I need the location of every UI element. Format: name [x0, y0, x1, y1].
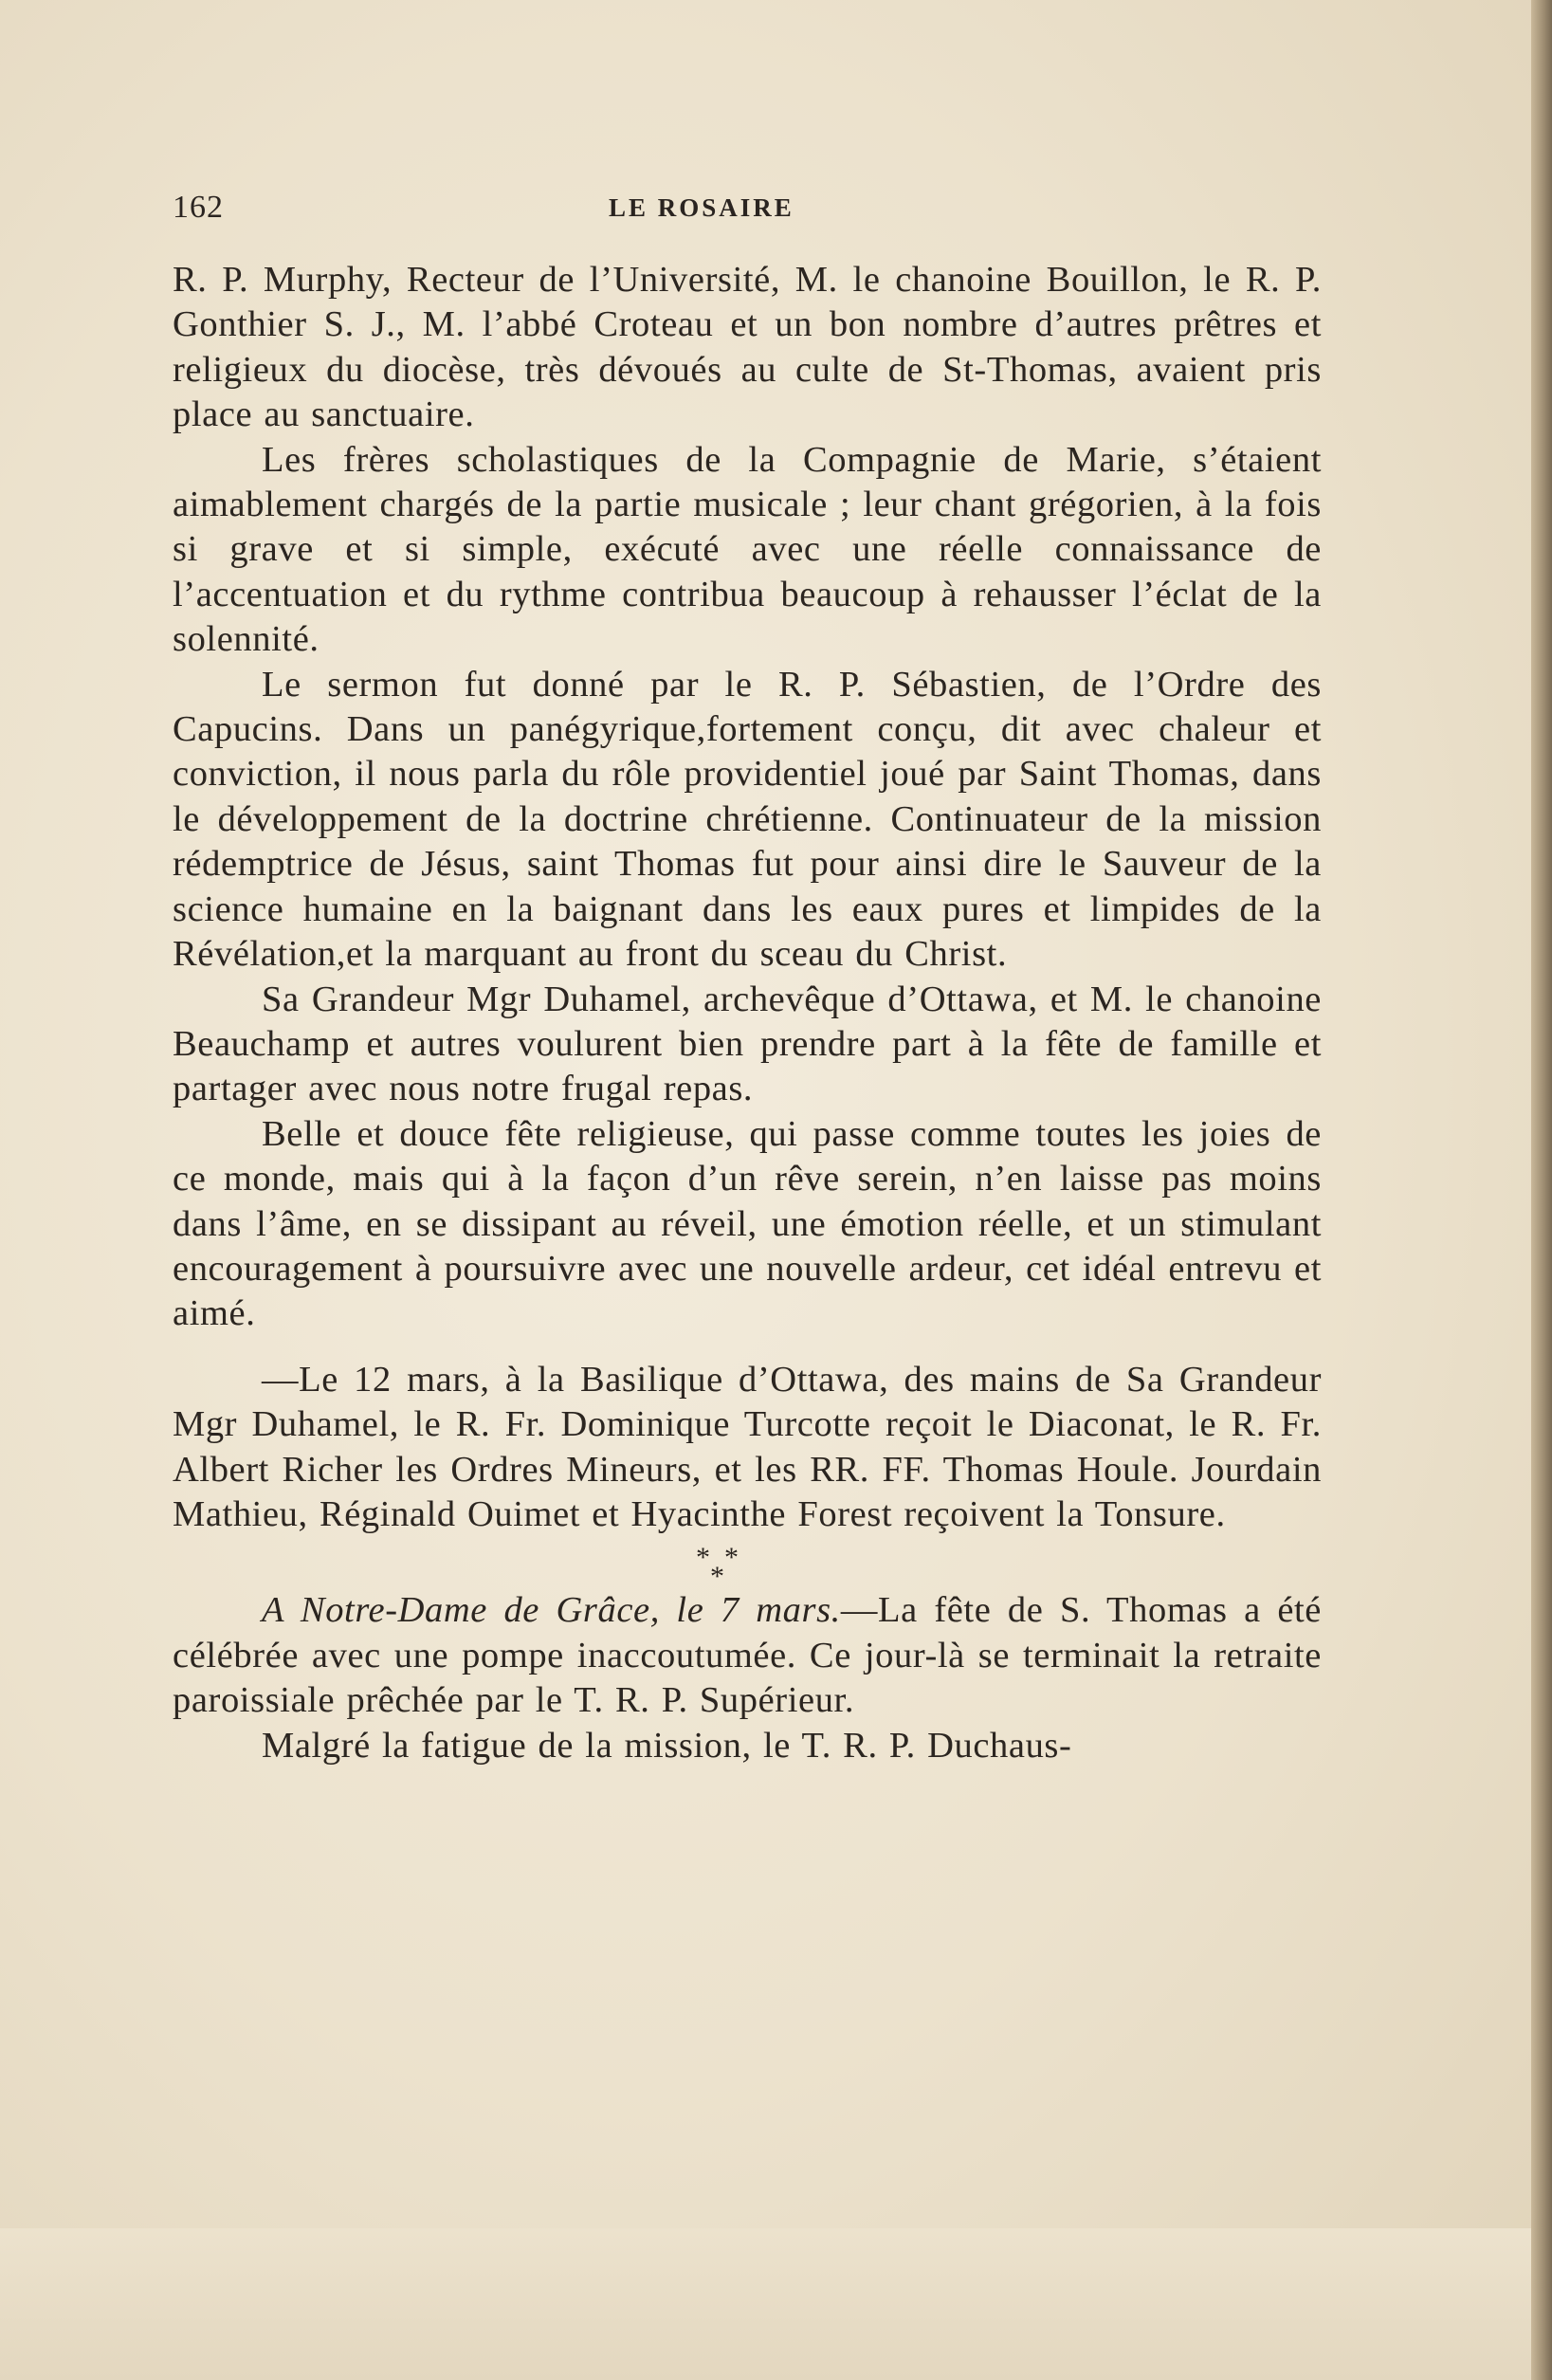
page-number: 162 — [173, 190, 224, 225]
paragraph: Les frères scholastiques de la Compagnie de Marie, s’étaient aimablement chargés de la partie musicale ; leur chant grégorien, à la fois si grave et si simple, exécuté avec une réelle connaissance de l’accentuation et du rythme contribua beaucoup à rehausser l’éclat de la solennité. — [173, 439, 1322, 660]
last-paragraph: Malgré la fatigue de la mission, le T. R. P. Duchaus- — [262, 1725, 1072, 1766]
page-bottom-shading — [0, 2228, 1552, 2380]
paragraph: Sa Grandeur Mgr Duhamel, archevêque d’Ottawa, et M. le chanoine Beauchamp et autres voulurent bien prendre part à la fête de famille et partager avec nous notre frugal repas. — [173, 979, 1322, 1109]
body-text — [173, 258, 1322, 1768]
asterism-star: * — [710, 1561, 725, 1593]
paragraph: R. P. Murphy, Recteur de l’Université, M. le chanoine Bouillon, le R. P. Gonthier S. J., M. l’abbé Croteau et un bon nombre d’autres prêtres et religieux du diocèse, très dévoués au culte de St-Thomas, avaient pris place au sanctuaire. — [173, 260, 1322, 435]
paragraph: —Le 12 mars, à la Basilique d’Ottawa, des mains de Sa Grandeur Mgr Duhamel, le R. Fr. Dominique Turcotte reçoit le Diaconat, le R. Fr. Albert Richer les Ordres Mineurs, et les RR. FF. Thomas Houle. Jourdain Mathieu, Réginald Ouimet et Hyacinthe Forest reçoivent la Tonsure. — [173, 1359, 1322, 1534]
asterism-star: * — [696, 1542, 711, 1574]
notre-dame-body: —La fête de S. Thomas a été célébrée avec une pompe inaccoutumée. Ce jour-là se terminait la retraite paroissiale prêchée par le T. R. P. Supérieur. — [173, 1590, 1322, 1721]
book-spine-edge — [1531, 0, 1552, 2380]
page-header — [173, 190, 1334, 237]
notre-dame-paragraph — [173, 1588, 1322, 1723]
notre-dame-heading: A Notre-Dame de Grâce, le 7 mars. — [262, 1590, 841, 1631]
asterism-star: * — [724, 1542, 739, 1574]
section-break-asterism — [173, 1537, 1322, 1593]
paragraph: Belle et douce fête religieuse, qui passe comme toutes les joies de ce monde, mais qui à la façon d’un rêve serein, n’en laisse pas moins dans l’âme, en se dissipant au réveil, une émotion réelle, et un stimulant encouragement à poursuivre avec une nouvelle ardeur, cet idéal entrevu et aimé. — [173, 1113, 1322, 1334]
running-title: LE ROSAIRE — [609, 193, 794, 222]
paragraph: Le sermon fut donné par le R. P. Sébastien, de l’Ordre des Capucins. Dans un panégyrique,fortement conçu, dit avec chaleur et conviction, il nous parla du rôle providentiel joué par Saint Thomas, dans le développement de la doctrine chrétienne. Continuateur de la mission rédemptrice de Jésus, saint Thomas fut pour ainsi dire le Sauveur de la science humaine en la baignant dans les eaux pures et limpides de la Révélation,et la marquant au front du sceau du Christ. — [173, 664, 1322, 975]
